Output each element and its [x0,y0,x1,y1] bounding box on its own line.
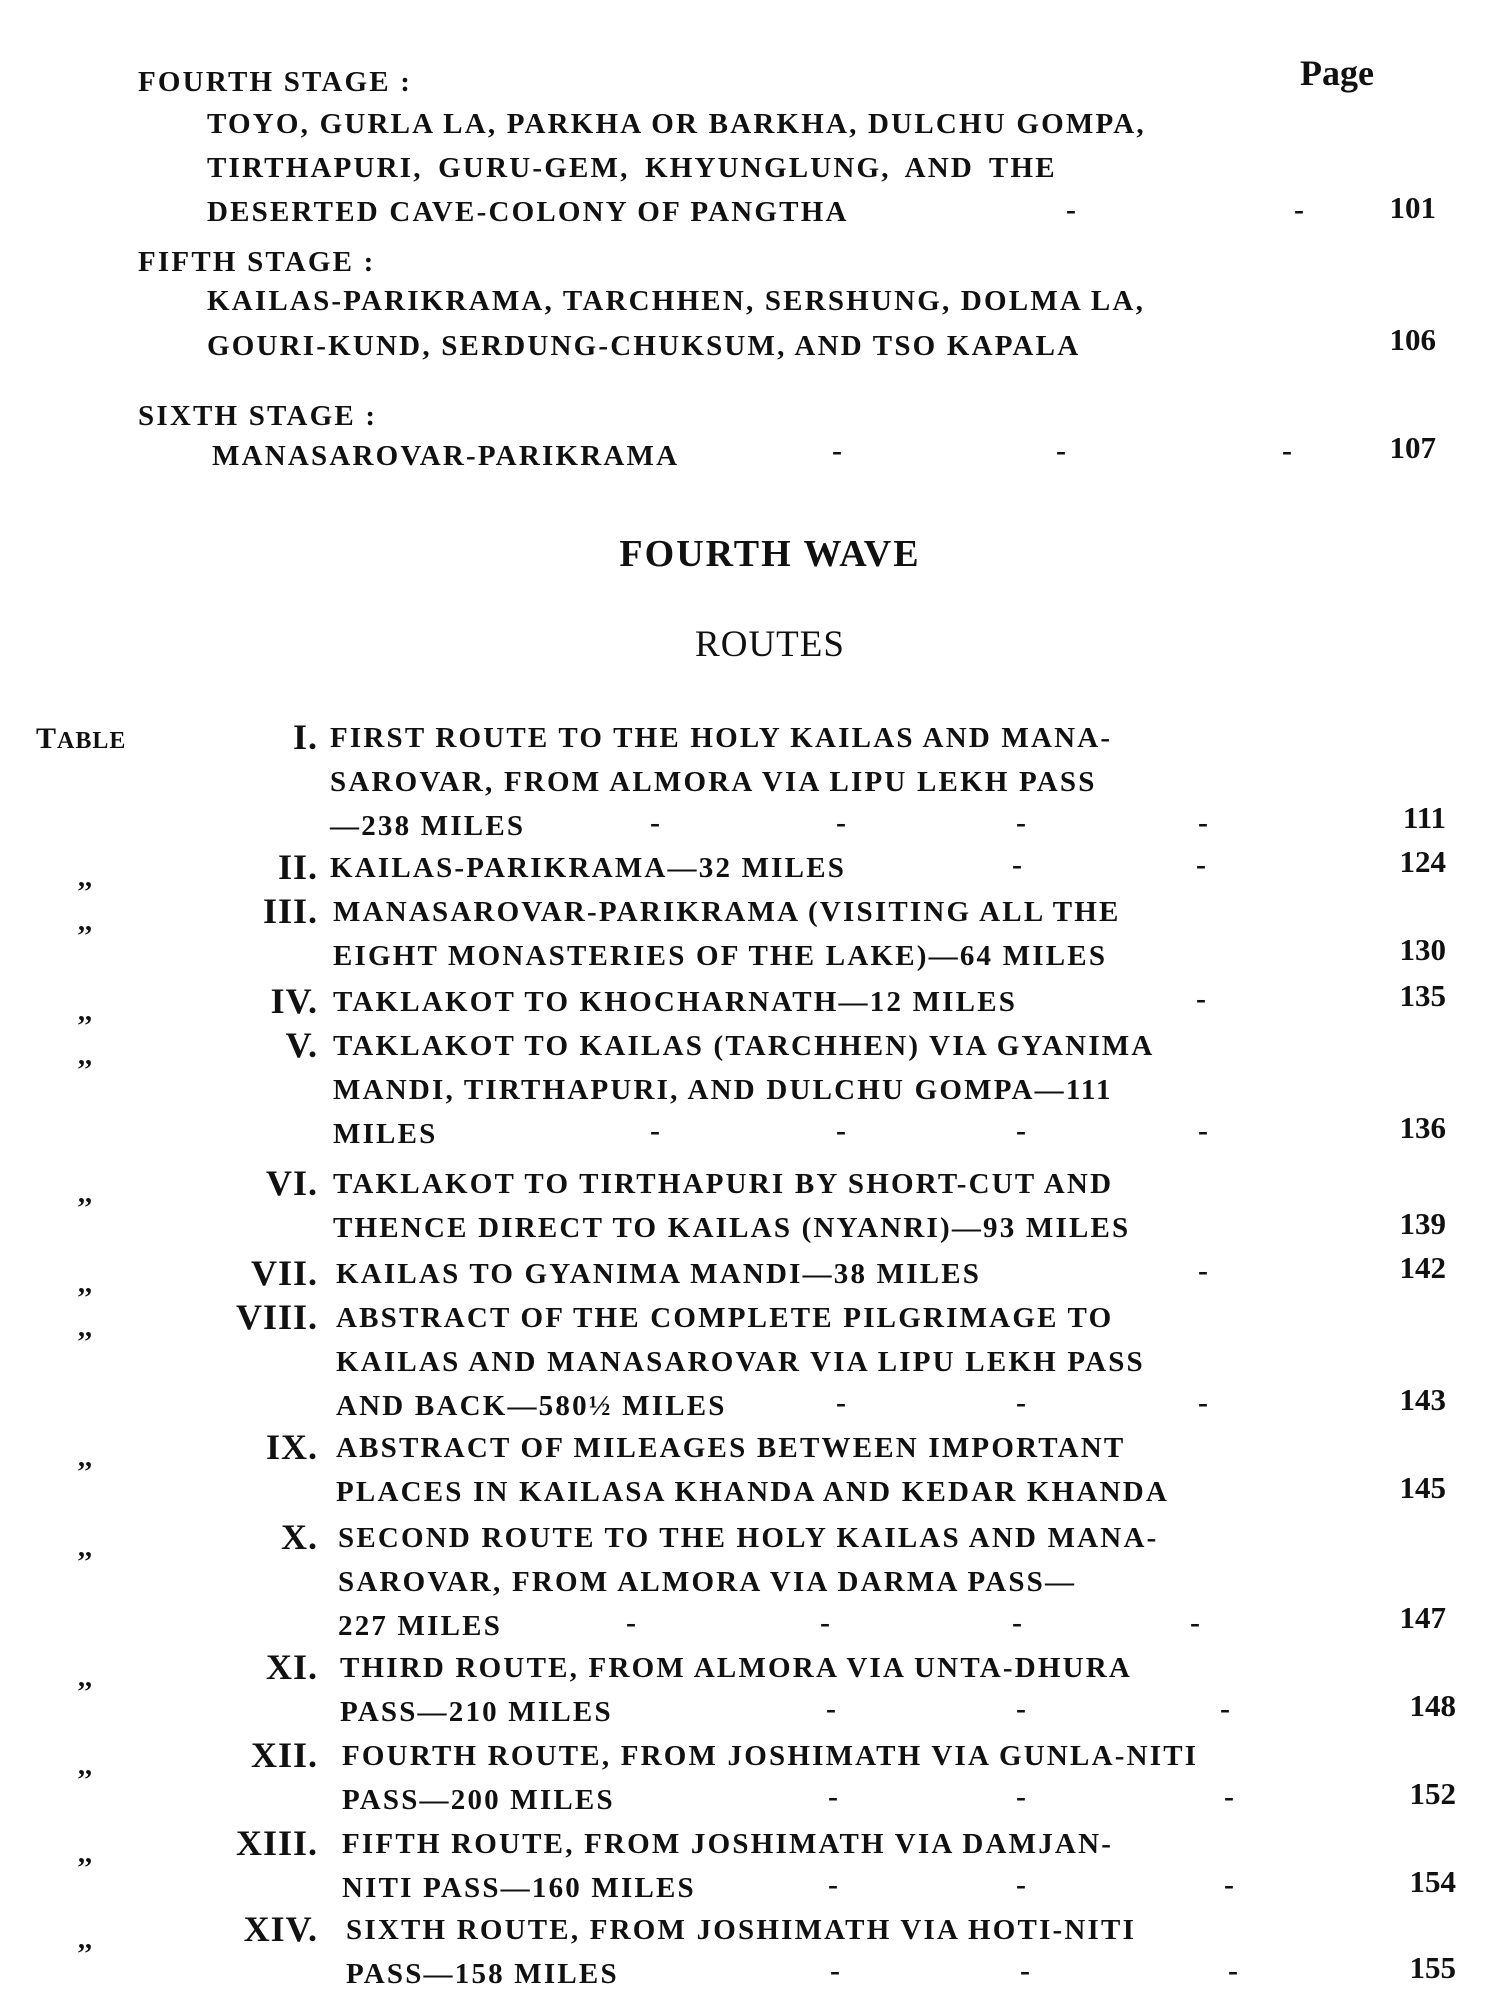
table-entry-line: THIRD ROUTE, FROM ALMORA VIA UNTA-DHURA [340,1652,1133,1684]
table-entry-line: KAILAS-PARIKRAMA—32 MILES [330,852,847,884]
leader-dash: - [828,1868,838,1901]
table-numeral: VII. [250,1253,318,1293]
leader-dash: - [650,806,660,839]
leader-dash: - [836,1386,846,1419]
table-entry-line: 227 MILES [338,1610,503,1642]
table-label-initial: T [36,722,58,755]
leader-dash: - [1016,1868,1026,1901]
page-number: 139 [1399,1206,1446,1241]
leader-dash: - [836,1114,846,1147]
section-title: FOURTH WAVE [619,533,921,575]
ditto-mark: ,, [78,862,92,893]
page-number: 124 [1399,844,1446,879]
section-subtitle: ROUTES [695,624,845,665]
stage-title-sixth: SIXTH STAGE : [138,400,378,432]
leader-dash: - [1198,1254,1208,1287]
page-number: 142 [1399,1250,1446,1285]
ditto-mark: ,, [78,1040,92,1071]
page-column-label: Page [1300,53,1374,93]
leader-dash: - [1294,193,1304,226]
table-entry-line: TAKLAKOT TO KHOCHARNATH—12 MILES [333,986,1018,1018]
table-entry-line: TAKLAKOT TO KAILAS (TARCHHEN) VIA GYANIMA [333,1030,1155,1062]
stage-line: TIRTHAPURI, GURU-GEM, KHYUNGLUNG, AND THE [207,152,1057,184]
leader-dash: - [1282,434,1292,467]
page-number: 147 [1399,1600,1446,1635]
ditto-mark: ,, [78,906,92,937]
ditto-mark: ,, [78,1750,92,1781]
leader-dash: - [828,1780,838,1813]
table-numeral: XIV. [243,1909,318,1949]
table-entry-line: PASS—200 MILES [342,1784,615,1816]
ditto-mark: ,, [78,996,92,1027]
stage-title-fifth: FIFTH STAGE : [138,246,376,278]
table-entry-line: FIFTH ROUTE, FROM JOSHIMATH VIA DAMJAN- [342,1828,1114,1860]
stage-line: KAILAS-PARIKRAMA, TARCHHEN, SERSHUNG, DOLMA LA, [207,285,1146,317]
leader-dash: - [1228,1954,1238,1987]
table-numeral: VI. [265,1163,318,1203]
table-entry-line: KAILAS AND MANASAROVAR VIA LIPU LEKH PASS [336,1346,1145,1378]
page-number: 111 [1402,800,1446,835]
leader-dash: - [832,434,842,467]
leader-dash: - [1224,1868,1234,1901]
ditto-mark: ,, [78,1532,92,1563]
page-number: 101 [1389,190,1436,225]
table-entry-line: MANASAROVAR-PARIKRAMA (VISITING ALL THE [333,896,1121,928]
leader-dash: - [836,806,846,839]
page-number: 136 [1399,1110,1446,1145]
table-numeral: III. [262,891,318,931]
page-number: 130 [1399,932,1446,967]
table-numeral: XIII. [235,1823,318,1863]
table-entry-line: PLACES IN KAILASA KHANDA AND KEDAR KHANDA [336,1476,1170,1508]
leader-dash: - [1066,193,1076,226]
leader-dash: - [1016,1692,1026,1725]
table-entry-line: ABSTRACT OF THE COMPLETE PILGRIMAGE TO [336,1302,1114,1334]
table-numeral: VIII. [235,1297,318,1337]
leader-dash: - [1012,848,1022,881]
page-number: 135 [1399,978,1446,1013]
page-number: 143 [1399,1382,1446,1417]
table-numeral: IX. [265,1427,318,1467]
page-number: 148 [1409,1688,1456,1723]
leader-dash: - [1016,1386,1026,1419]
table-entry-line: FIRST ROUTE TO THE HOLY KAILAS AND MANA- [330,722,1113,754]
page-number: 107 [1389,430,1436,465]
ditto-mark: ,, [78,1838,92,1869]
leader-dash: - [1056,434,1066,467]
leader-dash: - [1016,806,1026,839]
stage-line: MANASAROVAR-PARIKRAMA [212,440,680,472]
ditto-mark: ,, [78,1442,92,1473]
page-number: 152 [1409,1776,1456,1811]
table-numeral: IV. [270,981,318,1021]
page-number: 145 [1399,1470,1446,1505]
leader-dash: - [820,1606,830,1639]
ditto-mark: ,, [78,1312,92,1343]
leader-dash: - [830,1954,840,1987]
leader-dash: - [1012,1606,1022,1639]
leader-dash: - [1016,1114,1026,1147]
page-number: 155 [1409,1950,1456,1985]
table-entry-line: NITI PASS—160 MILES [342,1872,696,1904]
stage-line: DESERTED CAVE-COLONY OF PANGTHA [207,196,849,228]
ditto-mark: ,, [78,1268,92,1299]
leader-dash: - [1196,982,1206,1015]
ditto-mark: ,, [78,1662,92,1693]
table-numeral: XII. [250,1735,318,1775]
leader-dash: - [1198,1114,1208,1147]
table-numeral: V. [285,1025,318,1065]
table-entry-line: PASS—210 MILES [340,1696,613,1728]
leader-dash: - [1190,1606,1200,1639]
leader-dash: - [1016,1780,1026,1813]
table-numeral: XI. [265,1647,318,1687]
table-numeral: II. [277,847,318,887]
page-number: 154 [1409,1864,1456,1899]
table-entry-line: SAROVAR, FROM ALMORA VIA LIPU LEKH PASS [330,766,1097,798]
table-entry-line: MILES [333,1118,438,1150]
table-numeral: X. [281,1517,318,1557]
stage-line: GOURI-KUND, SERDUNG-CHUKSUM, AND TSO KAPALA [207,330,1081,362]
table-entry-line: TAKLAKOT TO TIRTHAPURI BY SHORT-CUT AND [333,1168,1114,1200]
leader-dash: - [650,1114,660,1147]
stage-line: TOYO, GURLA LA, PARKHA OR BARKHA, DULCHU GOMPA, [207,108,1146,140]
table-entry-line: ABSTRACT OF MILEAGES BETWEEN IMPORTANT [336,1432,1126,1464]
table-entry-line: MANDI, TIRTHAPURI, AND DULCHU GOMPA—111 [333,1074,1113,1106]
table-entry-line: PASS—158 MILES [346,1958,619,1990]
table-entry-line: AND BACK—580½ MILES [336,1390,727,1422]
table-entry-line: SECOND ROUTE TO THE HOLY KAILAS AND MANA- [338,1522,1159,1554]
stage-title-fourth: FOURTH STAGE : [138,66,413,98]
table-entry-line: SAROVAR, FROM ALMORA VIA DARMA PASS— [338,1566,1077,1598]
leader-dash: - [1198,806,1208,839]
table-entry-line: FOURTH ROUTE, FROM JOSHIMATH VIA GUNLA-NITI [342,1740,1199,1772]
ditto-mark: ,, [78,1178,92,1209]
leader-dash: - [1220,1692,1230,1725]
table-entry-line: KAILAS TO GYANIMA MANDI—38 MILES [336,1258,982,1290]
table-label-rest: ABLE [57,728,127,754]
ditto-mark: ,, [78,1924,92,1955]
leader-dash: - [826,1692,836,1725]
table-numeral: I. [292,717,318,757]
leader-dash: - [1198,1386,1208,1419]
leader-dash: - [1196,848,1206,881]
table-entry-line: THENCE DIRECT TO KAILAS (NYANRI)—93 MILES [333,1212,1131,1244]
leader-dash: - [1020,1954,1030,1987]
leader-dash: - [626,1606,636,1639]
table-entry-line: —238 MILES [330,810,526,842]
table-entry-line: SIXTH ROUTE, FROM JOSHIMATH VIA HOTI-NITI [346,1914,1137,1946]
page-number: 106 [1389,322,1436,357]
leader-dash: - [1224,1780,1234,1813]
table-entry-line: EIGHT MONASTERIES OF THE LAKE)—64 MILES [333,940,1108,972]
